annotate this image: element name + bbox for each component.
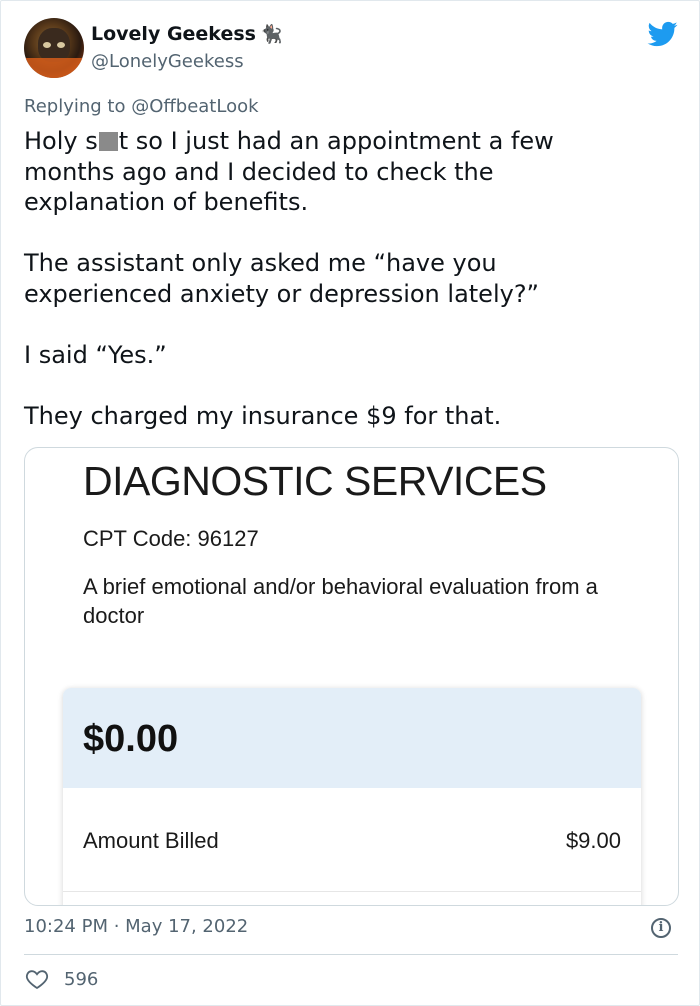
reply-mention-link[interactable]: @OffbeatLook (131, 96, 259, 117)
service-description: A brief emotional and/or behavioral evaluation from a doctor (83, 574, 598, 628)
attached-image[interactable] (24, 447, 679, 906)
avatar-background (24, 58, 84, 78)
billing-header (63, 688, 641, 788)
censor-block (99, 132, 118, 151)
amount-billed-label: Amount Billed (83, 828, 219, 853)
heart-icon[interactable] (24, 967, 50, 991)
author-name-text: Lovely Geekess (91, 23, 256, 45)
amount-due: $0.00 (83, 718, 179, 760)
author-handle[interactable]: @LonelyGeekess (91, 51, 244, 72)
author-name[interactable] (91, 23, 282, 45)
tweet-text-rest: t so I just had an appointment a few months ago and I decided to check the explanation of benefits. The assistant only asked me “have you experienced anxiety or depression lately?” I said “Yes.” They charged my insurance $9 for that. (24, 127, 554, 430)
diagnostic-title: DIAGNOSTIC SERVICES (83, 458, 547, 504)
avatar[interactable] (24, 18, 84, 78)
twitter-bird-icon[interactable] (646, 19, 680, 49)
tweet-text (24, 126, 664, 431)
tweet-text-start: Holy s (24, 127, 98, 155)
black-cat-icon: 🐈‍⬛ (259, 23, 283, 45)
billing-card (63, 688, 641, 906)
reply-prefix: Replying to (24, 96, 132, 117)
like-count: 596 (64, 968, 99, 990)
billing-divider (63, 891, 641, 892)
reply-context (24, 96, 259, 117)
footer-divider (24, 954, 678, 955)
info-icon[interactable]: i (651, 918, 671, 938)
amount-billed-value: $9.00 (565, 828, 621, 853)
avatar-face (38, 28, 70, 62)
cpt-code: CPT Code: 96127 (83, 526, 259, 551)
avatar-eye-left (43, 42, 51, 48)
avatar-eye-right (57, 42, 65, 48)
tweet-timestamp[interactable]: 10:24 PM · May 17, 2022 (24, 916, 249, 937)
like-section[interactable] (24, 967, 98, 991)
